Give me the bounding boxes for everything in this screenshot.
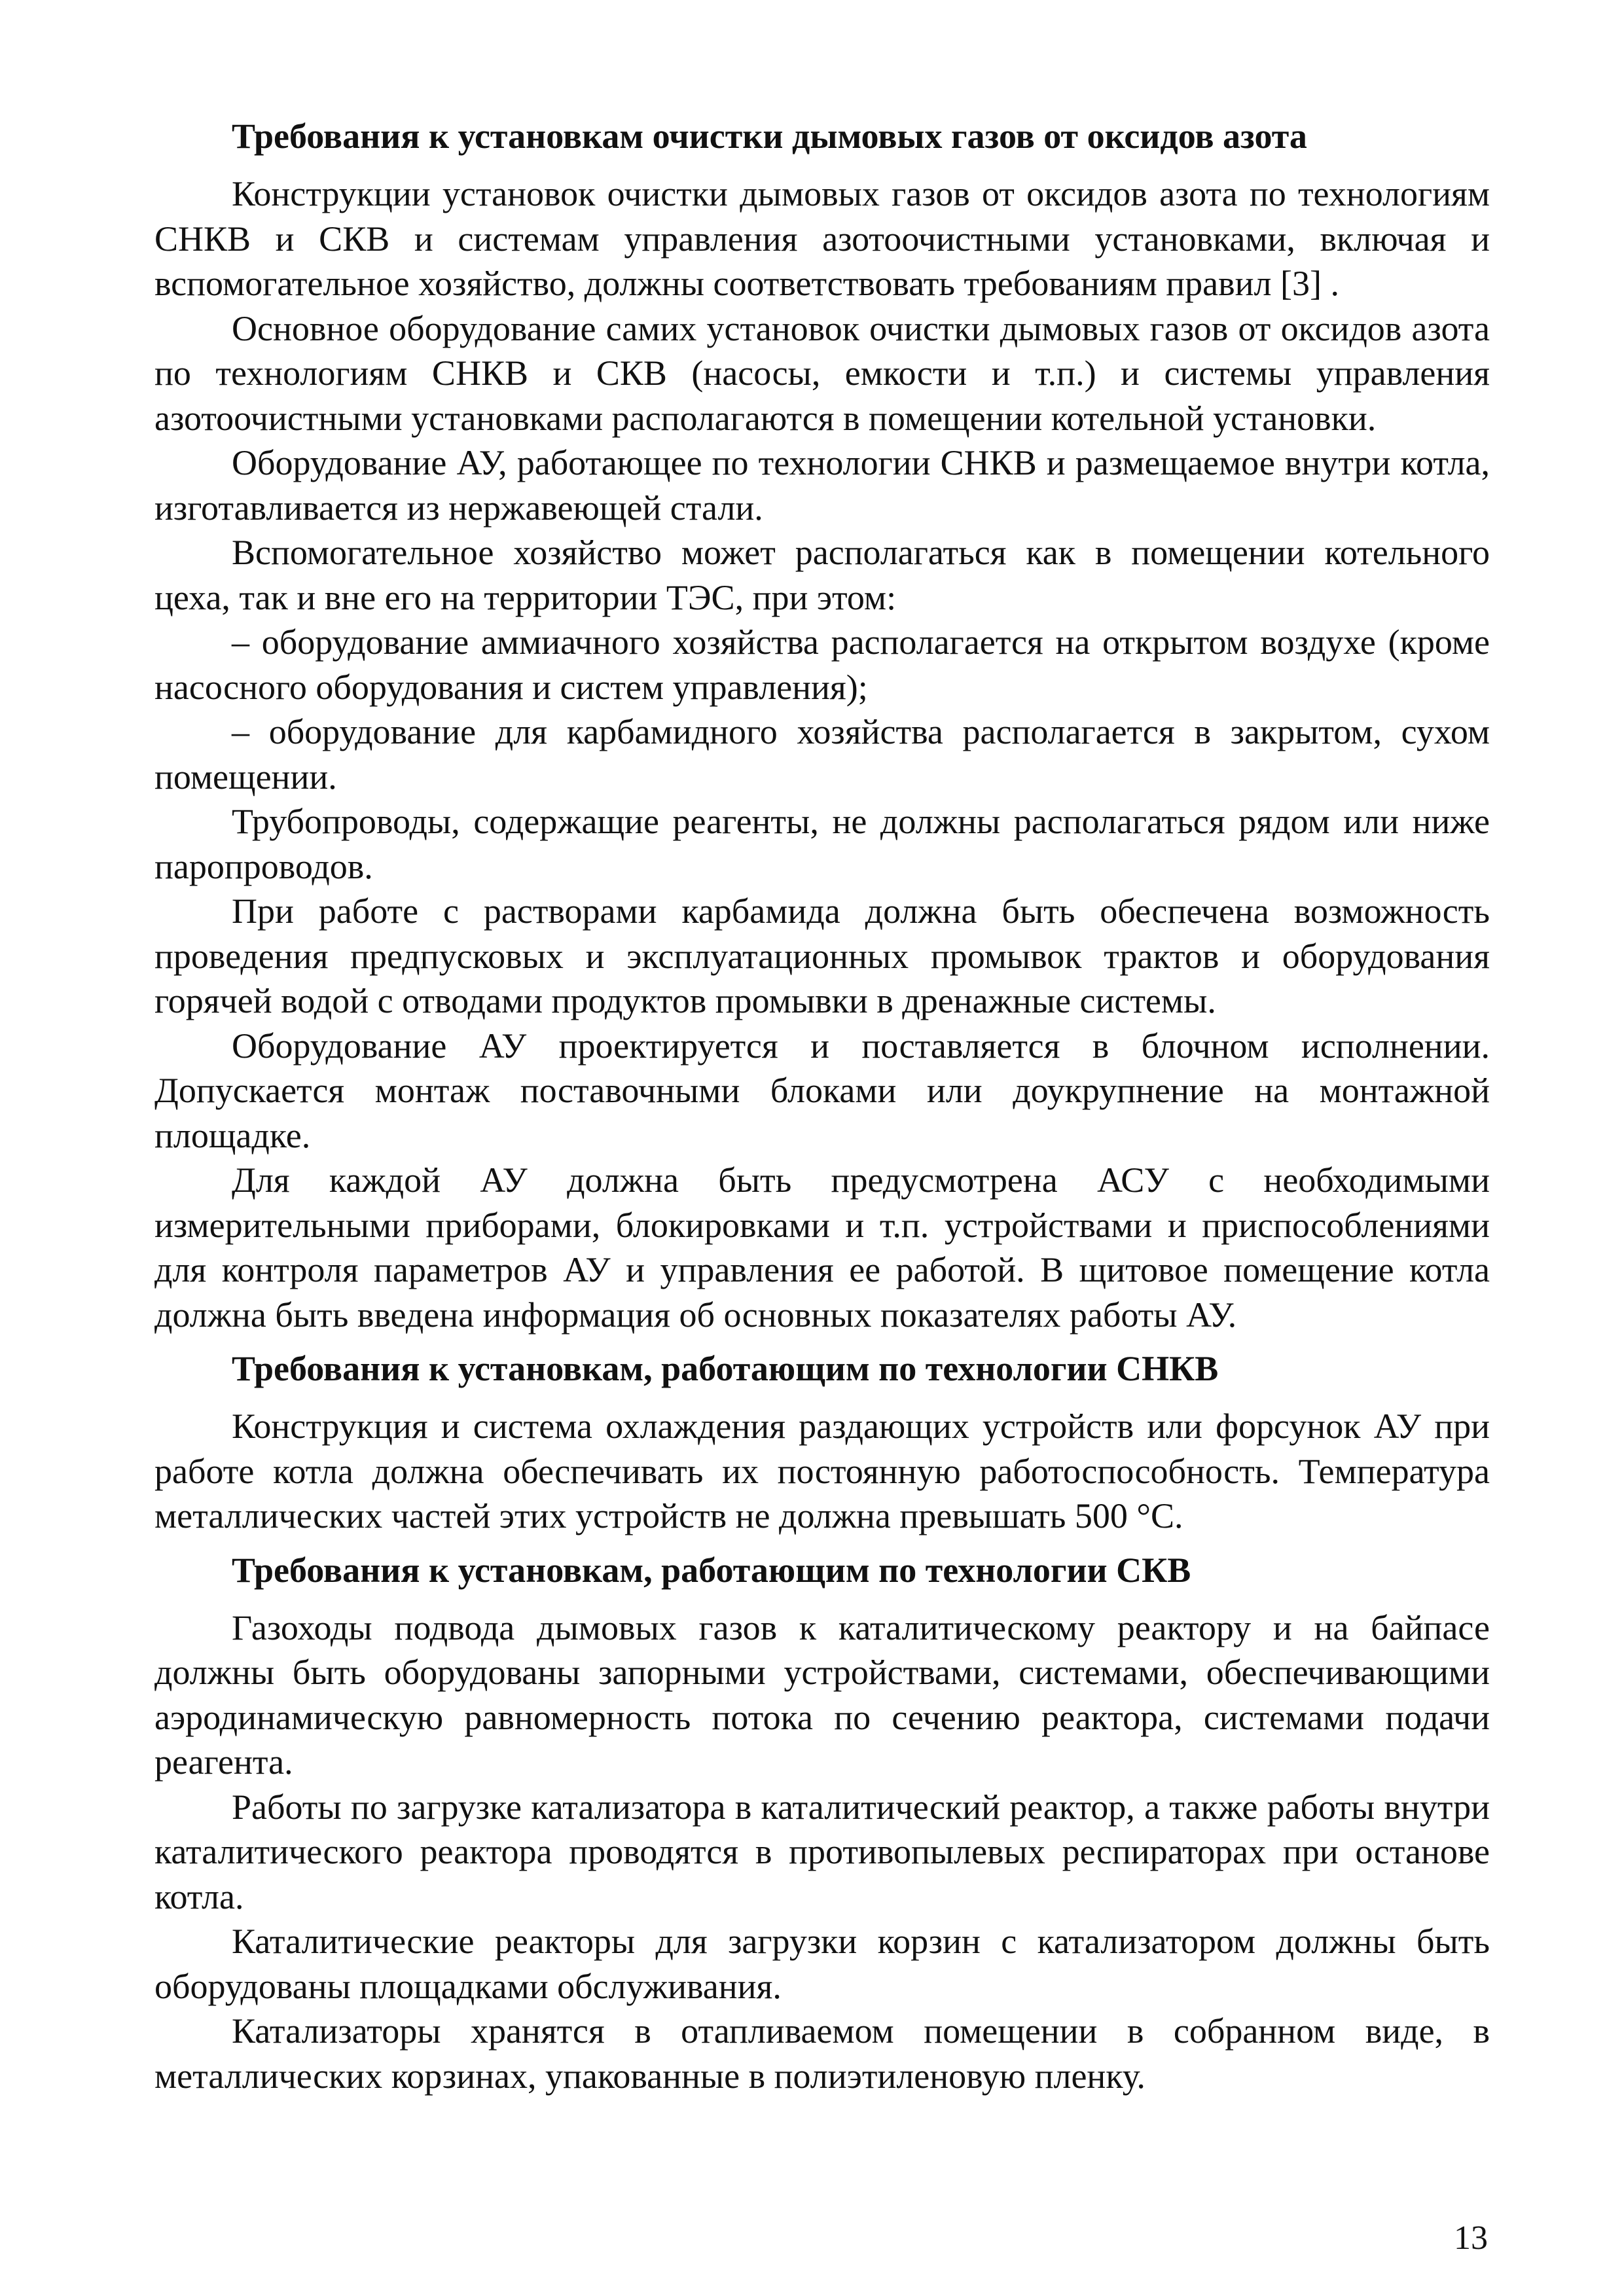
- paragraph: Газоходы подвода дымовых газов к каталитическому реактору и на байпасе должны быть оборудованы запорными устройствами, системами, обеспечивающими аэродинамическую равномерность потока по сечению реактора, системами подачи реагента.: [154, 1607, 1490, 1782]
- paragraph: Основное оборудование самих установок очистки дымовых газов от оксидов азота по технологиям СНКВ и СКВ (насосы, емкости и т.п.) и системы управления азотоочистными установками располагаются в помещении котельной установки.: [154, 308, 1490, 438]
- paragraph: Каталитические реакторы для загрузки корзин с катализатором должны быть оборудованы площадками обслуживания.: [154, 1922, 1490, 2006]
- section-heading-nox-cleaning: Требования к установкам очистки дымовых газов от оксидов азота: [232, 117, 1307, 156]
- paragraph: Оборудование АУ, работающее по технологии СНКВ и размещаемое внутри котла, изготавливается из нержавеющей стали.: [154, 443, 1490, 528]
- page-number: 13: [1454, 2219, 1488, 2257]
- section-heading-skv: Требования к установкам, работающим по технологии СКВ: [232, 1550, 1191, 1590]
- paragraph: Катализаторы хранятся в отапливаемом помещении в собранном виде, в металлических корзинах, упакованные в полиэтиленовую пленку.: [154, 2011, 1490, 2096]
- paragraph: Конструкция и система охлаждения раздающих устройств или форсунок АУ при работе котла должна обеспечивать их постоянную работоспособность. Температура металлических частей этих устройств не должна превышать 500 °С.: [154, 1407, 1490, 1535]
- paragraph: Оборудование АУ проектируется и поставляется в блочном исполнении. Допускается монтаж поставочными блоками или доукрупнение на монтажной площадке.: [154, 1026, 1490, 1155]
- list-item: – оборудование для карбамидного хозяйства располагается в закрытом, сухом помещении.: [154, 712, 1490, 797]
- paragraph: Работы по загрузке катализатора в каталитический реактор, а также работы внутри каталитического реактора проводятся в противопылевых респираторах при останове котла.: [154, 1787, 1490, 1916]
- paragraph: При работе с растворами карбамида должна быть обеспечена возможность проведения предпусковых и эксплуатационных промывок трактов и оборудования горячей водой с отводами продуктов промывки в дренажные системы.: [154, 891, 1490, 1020]
- paragraph: Вспомогательное хозяйство может располагаться как в помещении котельного цеха, так и вне его на территории ТЭС, при этом:: [154, 533, 1490, 617]
- paragraph: Конструкции установок очистки дымовых газов от оксидов азота по технологиям СНКВ и СКВ и системам управления азотоочистными установками, включая и вспомогательное хозяйство, должны соответствовать требованиям правил [3] .: [154, 174, 1490, 303]
- paragraph: Для каждой АУ должна быть предусмотрена АСУ с необходимыми измерительными приборами, блокировками и т.п. устройствами и приспособлениями для контроля параметров АУ и управления ее работой. В щитовое помещение котла должна быть введена информация об основных показателях работы АУ.: [154, 1160, 1490, 1335]
- section-heading-snkv: Требования к установкам, работающим по технологии СНКВ: [232, 1349, 1219, 1388]
- list-item: – оборудование аммиачного хозяйства располагается на открытом воздухе (кроме насосного оборудования и систем управления);: [154, 622, 1490, 707]
- paragraph: Трубопроводы, содержащие реагенты, не должны располагаться рядом или ниже паропроводов.: [154, 802, 1490, 886]
- page-content: [154, 105, 1490, 2098]
